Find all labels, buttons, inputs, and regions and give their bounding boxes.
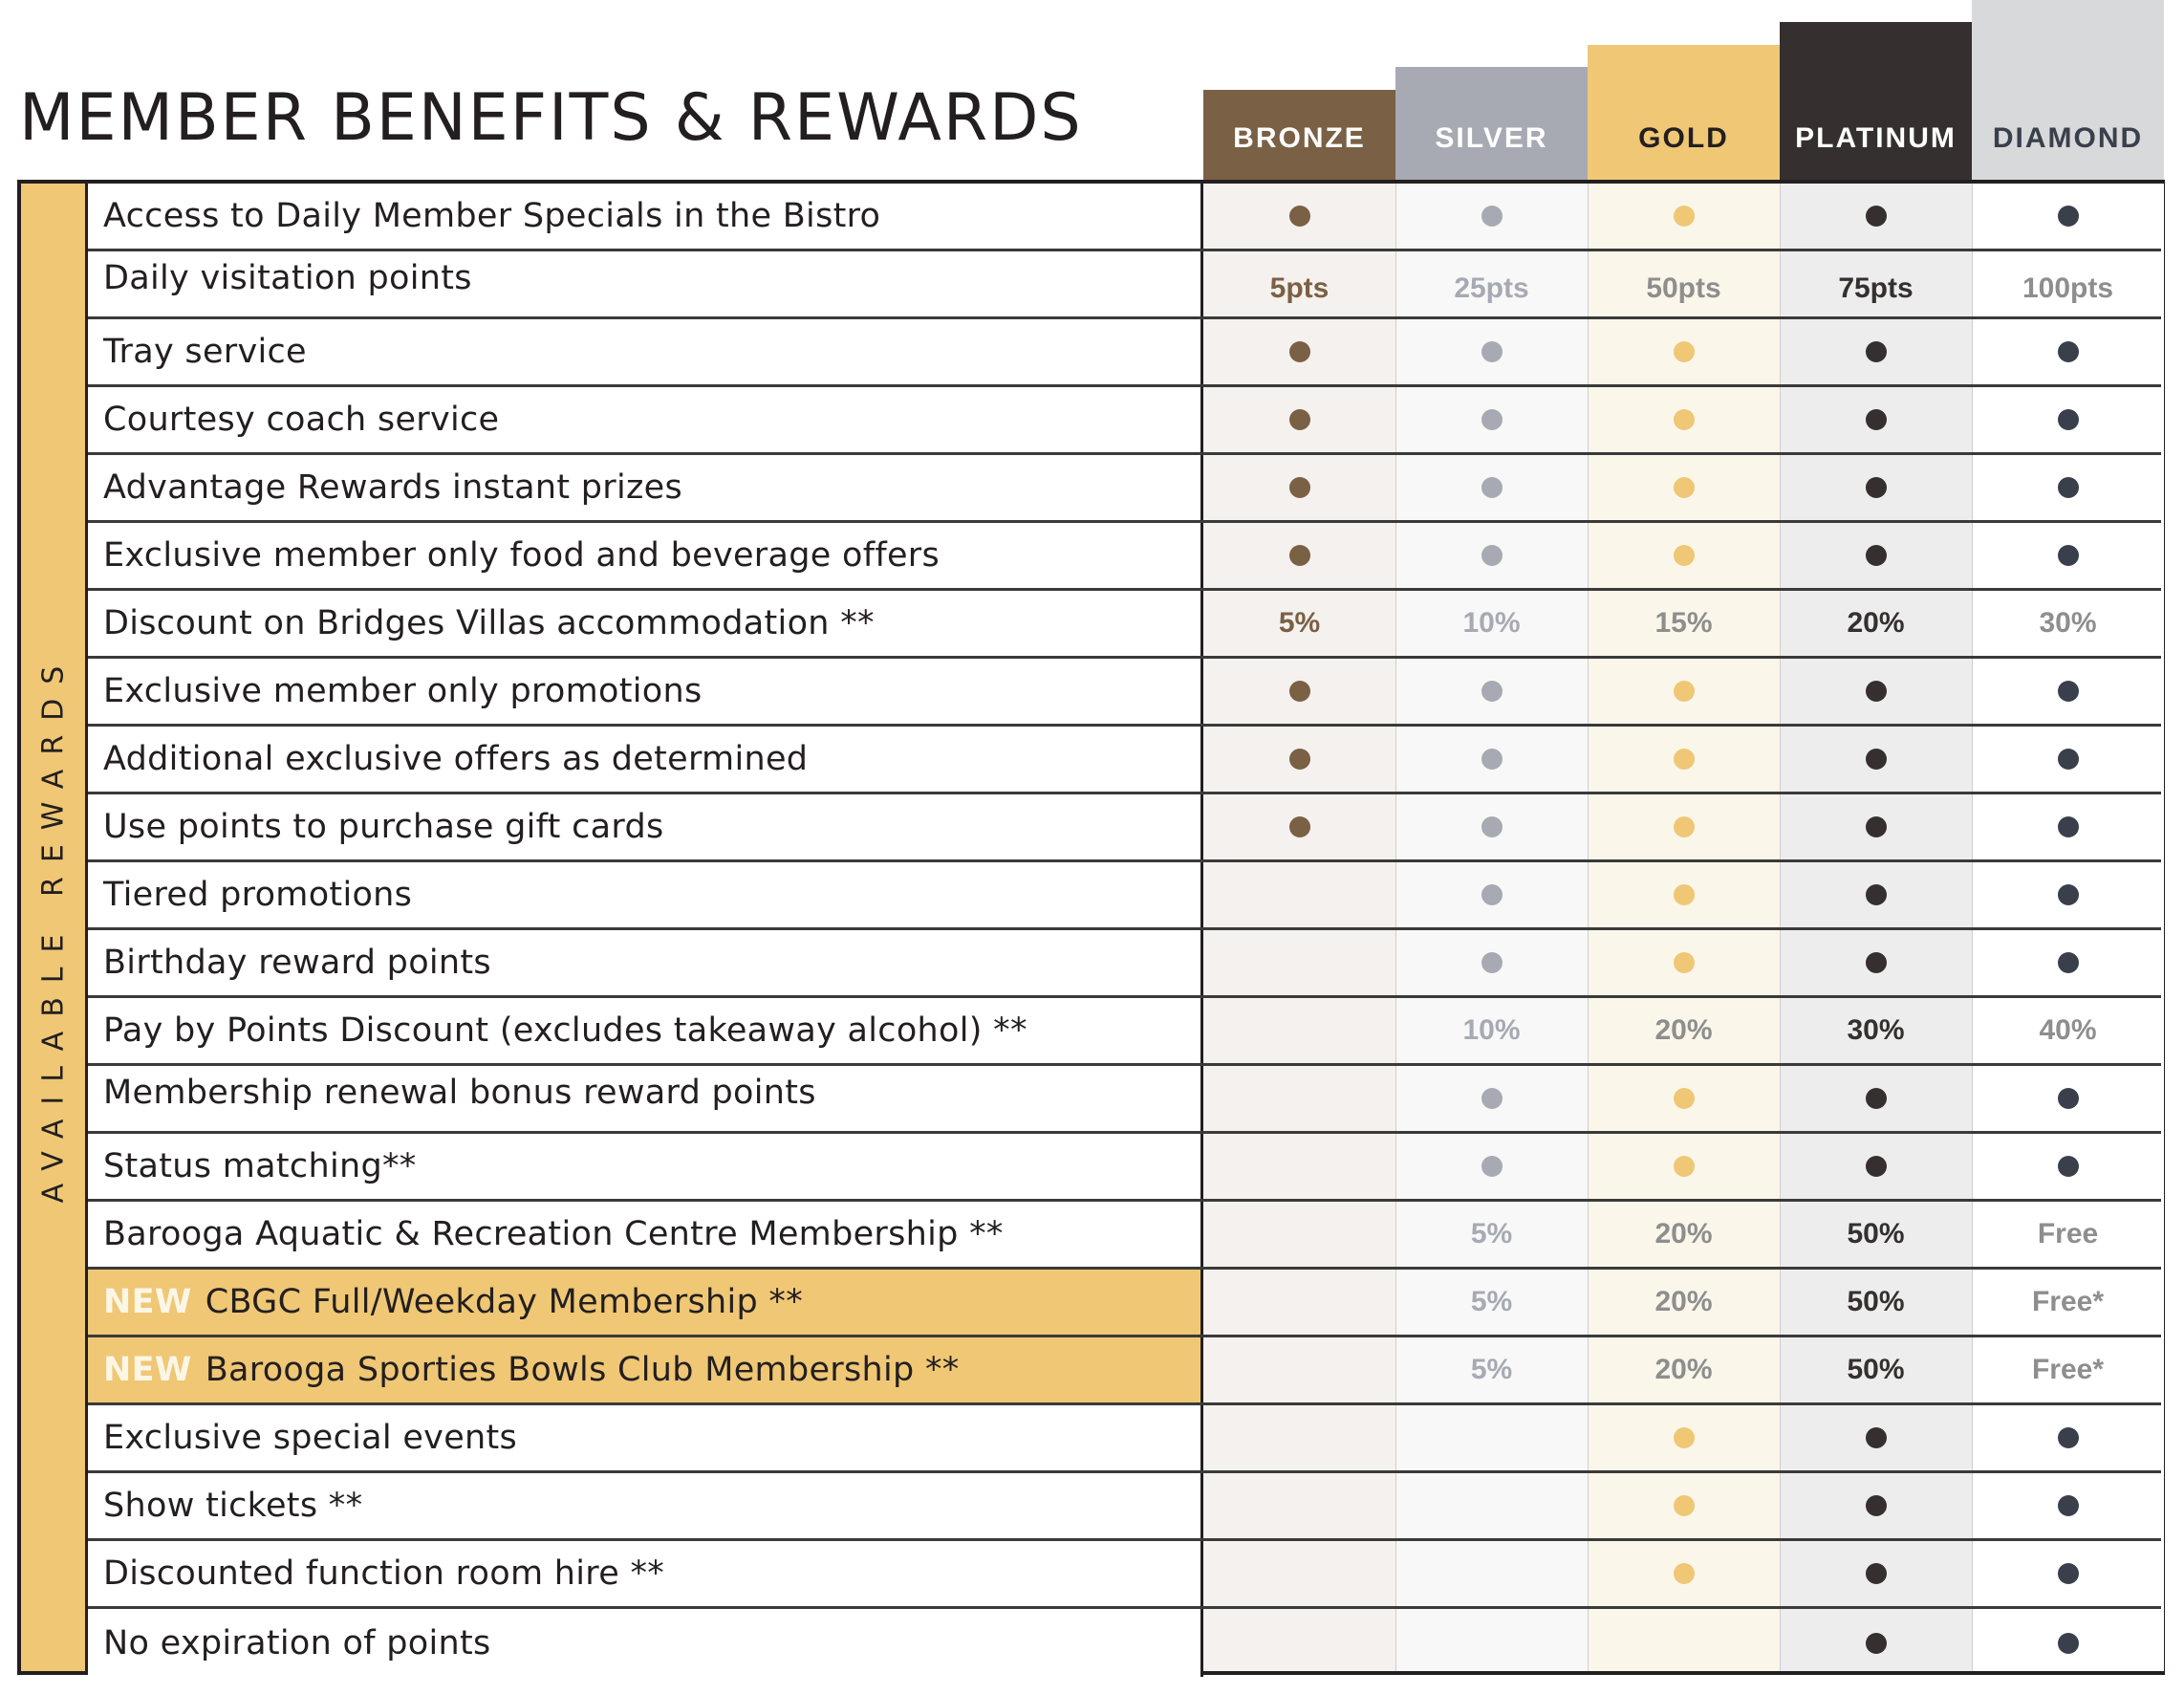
included-dot-icon: [1866, 341, 1887, 362]
tier-value-gold: [1588, 862, 1780, 927]
tier-value-bronze: [1203, 523, 1395, 588]
tier-value-silver: [1395, 1473, 1588, 1538]
included-dot-icon: [1674, 952, 1695, 973]
benefit-label: [88, 387, 1203, 452]
tier-value-diamond: [1972, 1337, 2164, 1402]
tier-value-diamond: [1972, 251, 2164, 316]
benefit-label: [88, 727, 1203, 792]
benefit-row: [88, 1202, 2161, 1270]
benefit-label-text: Birthday reward points: [103, 944, 491, 982]
benefit-label: [88, 1270, 1203, 1335]
tier-value-bronze: [1203, 659, 1395, 724]
tier-value-text: 25pts: [1454, 272, 1529, 304]
benefit-label: [88, 1202, 1203, 1267]
benefit-label: [88, 1405, 1203, 1470]
benefit-row: [88, 727, 2161, 794]
tier-value-gold: [1588, 251, 1780, 316]
tier-value-silver: [1395, 727, 1588, 792]
benefit-row: [88, 523, 2161, 591]
benefit-label: [88, 862, 1203, 927]
benefit-rows: [88, 184, 2161, 1677]
included-dot-icon: [2058, 477, 2079, 498]
tier-value-platinum: [1780, 319, 1972, 384]
tier-value-bronze: [1203, 1337, 1395, 1402]
included-dot-icon: [2058, 206, 2079, 227]
tier-value-gold: [1588, 1270, 1780, 1335]
tier-value-diamond: [1972, 862, 2164, 927]
included-dot-icon: [1866, 206, 1887, 227]
tier-value-diamond: [1972, 794, 2164, 859]
benefit-row: [88, 659, 2161, 727]
tier-value-bronze: [1203, 1609, 1395, 1677]
tier-value-bronze: [1203, 1541, 1395, 1606]
tier-value-gold: [1588, 319, 1780, 384]
benefit-row: [88, 1134, 2161, 1202]
tier-value-text: 20%: [1654, 1014, 1713, 1046]
tier-value-diamond: [1972, 184, 2164, 249]
tier-value-diamond: [1972, 591, 2164, 656]
tier-value-diamond: [1972, 1134, 2164, 1199]
included-dot-icon: [1289, 206, 1310, 227]
tier-value-diamond: [1972, 455, 2164, 520]
tier-value-silver: [1395, 319, 1588, 384]
included-dot-icon: [1481, 409, 1503, 430]
tier-name: DIAMOND: [1992, 122, 2144, 154]
included-dot-icon: [1866, 477, 1887, 498]
benefit-row: [88, 591, 2161, 659]
tier-value-text: 10%: [1462, 1014, 1521, 1046]
benefit-label-text: Use points to purchase gift cards: [103, 808, 664, 846]
benefit-label-text: Barooga Aquatic & Recreation Centre Membership **: [103, 1215, 1004, 1253]
tier-value-bronze: [1203, 1066, 1395, 1131]
included-dot-icon: [1866, 952, 1887, 973]
tier-value-text: 75pts: [1838, 272, 1914, 304]
tier-value-platinum: [1780, 1541, 1972, 1606]
tier-value-bronze: [1203, 1405, 1395, 1470]
included-dot-icon: [2058, 1088, 2079, 1109]
benefit-row: [88, 930, 2161, 998]
benefit-label-text: Show tickets **: [103, 1487, 363, 1525]
included-dot-icon: [2058, 749, 2079, 770]
tier-value-gold: [1588, 1609, 1780, 1677]
benefit-label-text: Tiered promotions: [103, 876, 413, 914]
tier-value-text: 20%: [1654, 1218, 1713, 1250]
benefit-label-text: Discount on Bridges Villas accommodation **: [103, 604, 875, 642]
benefit-label-text: Advantage Rewards instant prizes: [103, 468, 683, 507]
tier-value-bronze: [1203, 1202, 1395, 1267]
benefits-table: [17, 180, 2165, 1675]
benefit-label: [88, 659, 1203, 724]
tier-header-silver: [1395, 67, 1588, 182]
benefit-label: [88, 1337, 1203, 1402]
tier-value-text: 50%: [1847, 1218, 1905, 1250]
tier-value-text: Free*: [2031, 1354, 2105, 1385]
included-dot-icon: [1481, 884, 1503, 905]
included-dot-icon: [2058, 1156, 2079, 1177]
included-dot-icon: [1481, 1156, 1503, 1177]
benefit-label: [88, 455, 1203, 520]
tier-value-platinum: [1780, 1473, 1972, 1538]
tier-value-gold: [1588, 184, 1780, 249]
tier-value-platinum: [1780, 184, 1972, 249]
tier-value-platinum: [1780, 387, 1972, 452]
included-dot-icon: [1866, 1156, 1887, 1177]
benefit-row: [88, 998, 2161, 1066]
included-dot-icon: [1866, 1427, 1887, 1448]
tier-value-diamond: [1972, 1541, 2164, 1606]
included-dot-icon: [1674, 884, 1695, 905]
tier-value-diamond: [1972, 1473, 2164, 1538]
included-dot-icon: [1674, 1563, 1695, 1584]
tier-value-silver: [1395, 591, 1588, 656]
included-dot-icon: [1481, 341, 1503, 362]
included-dot-icon: [1674, 681, 1695, 702]
tier-value-text: Free: [2037, 1218, 2099, 1250]
included-dot-icon: [1866, 749, 1887, 770]
benefit-row: [88, 319, 2161, 387]
tier-value-platinum: [1780, 727, 1972, 792]
tier-value-silver: [1395, 1270, 1588, 1335]
included-dot-icon: [1866, 545, 1887, 566]
tier-value-bronze: [1203, 794, 1395, 859]
tier-value-gold: [1588, 659, 1780, 724]
tier-value-platinum: [1780, 1202, 1972, 1267]
tier-value-text: 30%: [1847, 1014, 1905, 1046]
included-dot-icon: [1866, 409, 1887, 430]
included-dot-icon: [2058, 409, 2079, 430]
included-dot-icon: [1481, 952, 1503, 973]
benefit-label: [88, 998, 1203, 1063]
tier-value-diamond: [1972, 523, 2164, 588]
tier-value-gold: [1588, 1134, 1780, 1199]
tier-header-gold: [1588, 45, 1780, 182]
tier-name: BRONZE: [1233, 122, 1366, 154]
tier-value-platinum: [1780, 455, 1972, 520]
benefit-row: [88, 1609, 2161, 1677]
tier-value-bronze: [1203, 455, 1395, 520]
benefit-row: [88, 455, 2161, 523]
included-dot-icon: [1289, 545, 1310, 566]
benefit-label-text: Discounted function room hire **: [103, 1554, 665, 1593]
included-dot-icon: [2058, 545, 2079, 566]
tier-value-gold: [1588, 794, 1780, 859]
tier-header-platinum: [1780, 22, 1972, 182]
new-badge: NEW: [103, 1351, 192, 1389]
included-dot-icon: [2058, 816, 2079, 837]
tier-value-silver: [1395, 1405, 1588, 1470]
tier-value-gold: [1588, 387, 1780, 452]
included-dot-icon: [2058, 681, 2079, 702]
included-dot-icon: [2058, 1427, 2079, 1448]
tier-value-text: 5pts: [1269, 272, 1330, 304]
included-dot-icon: [1674, 749, 1695, 770]
tier-value-silver: [1395, 523, 1588, 588]
benefit-row: [88, 1405, 2161, 1473]
included-dot-icon: [1289, 681, 1310, 702]
benefit-label-text: Exclusive member only promotions: [103, 672, 703, 710]
benefit-label-text: CBGC Full/Weekday Membership **: [205, 1283, 804, 1321]
included-dot-icon: [1674, 545, 1695, 566]
included-dot-icon: [2058, 884, 2079, 905]
tier-value-bronze: [1203, 930, 1395, 995]
tier-value-diamond: [1972, 387, 2164, 452]
tier-name: SILVER: [1435, 122, 1548, 154]
benefit-label-text: Additional exclusive offers as determined: [103, 740, 809, 778]
tier-value-bronze: [1203, 862, 1395, 927]
tier-value-platinum: [1780, 1270, 1972, 1335]
tier-value-silver: [1395, 1134, 1588, 1199]
tier-value-text: 20%: [1654, 1286, 1713, 1317]
tier-value-bronze: [1203, 591, 1395, 656]
tier-name: PLATINUM: [1795, 122, 1957, 154]
tier-value-silver: [1395, 1337, 1588, 1402]
benefit-row: [88, 387, 2161, 455]
included-dot-icon: [1674, 477, 1695, 498]
tier-value-gold: [1588, 455, 1780, 520]
tier-value-text: 50%: [1847, 1286, 1905, 1317]
included-dot-icon: [1866, 1495, 1887, 1516]
tier-value-silver: [1395, 862, 1588, 927]
benefit-label-text: Access to Daily Member Specials in the Bistro: [103, 197, 881, 235]
tier-value-platinum: [1780, 1134, 1972, 1199]
benefit-row: [88, 1473, 2161, 1541]
tier-value-text: 40%: [2039, 1014, 2097, 1046]
tier-value-gold: [1588, 1202, 1780, 1267]
benefit-label: [88, 319, 1203, 384]
included-dot-icon: [1289, 409, 1310, 430]
tier-value-platinum: [1780, 1609, 1972, 1677]
included-dot-icon: [1289, 749, 1310, 770]
benefit-row: [88, 184, 2161, 251]
tier-value-platinum: [1780, 591, 1972, 656]
tier-value-diamond: [1972, 659, 2164, 724]
included-dot-icon: [1674, 1427, 1695, 1448]
included-dot-icon: [1866, 1563, 1887, 1584]
included-dot-icon: [2058, 1563, 2079, 1584]
tier-value-bronze: [1203, 319, 1395, 384]
tier-value-gold: [1588, 1541, 1780, 1606]
tier-name: GOLD: [1638, 122, 1729, 154]
tier-value-gold: [1588, 523, 1780, 588]
benefit-label: [88, 591, 1203, 656]
included-dot-icon: [1481, 477, 1503, 498]
tier-value-silver: [1395, 1066, 1588, 1131]
tier-value-silver: [1395, 387, 1588, 452]
benefit-label: [88, 1473, 1203, 1538]
tier-value-gold: [1588, 930, 1780, 995]
tier-value-bronze: [1203, 998, 1395, 1063]
benefit-label: [88, 184, 1203, 249]
tier-value-text: 50%: [1847, 1354, 1905, 1385]
new-badge: NEW: [103, 1283, 192, 1321]
benefit-row: [88, 1270, 2161, 1337]
benefit-row: [88, 794, 2161, 862]
tier-value-gold: [1588, 1405, 1780, 1470]
tier-value-diamond: [1972, 319, 2164, 384]
benefit-label-text: Tray service: [103, 333, 307, 371]
tier-value-diamond: [1972, 1609, 2164, 1677]
benefit-label: [88, 1134, 1203, 1199]
tier-value-text: 100pts: [2022, 272, 2114, 304]
tier-value-silver: [1395, 251, 1588, 316]
tier-value-diamond: [1972, 930, 2164, 995]
tier-value-diamond: [1972, 1270, 2164, 1335]
included-dot-icon: [1289, 477, 1310, 498]
benefit-label: [88, 794, 1203, 859]
included-dot-icon: [1289, 816, 1310, 837]
benefit-label: [88, 1066, 1203, 1131]
benefit-row: [88, 251, 2161, 319]
included-dot-icon: [1674, 1088, 1695, 1109]
tier-value-text: 5%: [1470, 1218, 1513, 1250]
benefit-row: [88, 1066, 2161, 1134]
benefit-label-text: Barooga Sporties Bowls Club Membership **: [205, 1351, 960, 1389]
tier-value-gold: [1588, 1337, 1780, 1402]
tier-value-diamond: [1972, 1202, 2164, 1267]
tier-value-text: 20%: [1654, 1354, 1713, 1385]
tier-value-bronze: [1203, 387, 1395, 452]
included-dot-icon: [1674, 409, 1695, 430]
included-dot-icon: [1289, 341, 1310, 362]
benefit-label: [88, 1609, 1203, 1677]
included-dot-icon: [1674, 1495, 1695, 1516]
tier-value-gold: [1588, 998, 1780, 1063]
tier-value-platinum: [1780, 862, 1972, 927]
included-dot-icon: [1866, 884, 1887, 905]
tier-value-platinum: [1780, 251, 1972, 316]
tier-value-silver: [1395, 659, 1588, 724]
benefit-label-text: Membership renewal bonus reward points: [103, 1074, 816, 1112]
tier-value-bronze: [1203, 251, 1395, 316]
tier-header-bronze: [1203, 90, 1395, 182]
tier-value-silver: [1395, 455, 1588, 520]
tier-value-platinum: [1780, 523, 1972, 588]
tier-value-silver: [1395, 1609, 1588, 1677]
included-dot-icon: [1866, 681, 1887, 702]
tier-value-text: 10%: [1462, 607, 1521, 639]
included-dot-icon: [1481, 681, 1503, 702]
tier-value-bronze: [1203, 727, 1395, 792]
tier-value-text: 50pts: [1646, 272, 1721, 304]
tier-value-text: Free*: [2031, 1286, 2105, 1317]
benefit-row: [88, 1337, 2161, 1405]
tier-value-silver: [1395, 794, 1588, 859]
included-dot-icon: [1481, 749, 1503, 770]
included-dot-icon: [1674, 206, 1695, 227]
tier-value-text: 5%: [1278, 607, 1321, 639]
available-rewards-label: AVAILABLE REWARDS: [36, 651, 70, 1204]
tier-header-diamond: [1972, 0, 2164, 182]
benefit-label: [88, 930, 1203, 995]
benefit-label-text: Status matching**: [103, 1147, 417, 1185]
tier-value-platinum: [1780, 930, 1972, 995]
available-rewards-band: [21, 184, 88, 1671]
tier-value-text: 20%: [1847, 607, 1905, 639]
benefit-label: [88, 251, 1203, 316]
benefit-label-text: No expiration of points: [103, 1623, 491, 1662]
tier-value-diamond: [1972, 1066, 2164, 1131]
tier-value-bronze: [1203, 1270, 1395, 1335]
tier-value-text: 15%: [1654, 607, 1713, 639]
tier-value-gold: [1588, 727, 1780, 792]
tier-value-platinum: [1780, 794, 1972, 859]
tier-value-gold: [1588, 1066, 1780, 1131]
included-dot-icon: [1674, 1156, 1695, 1177]
included-dot-icon: [1674, 816, 1695, 837]
benefit-label: [88, 1541, 1203, 1606]
included-dot-icon: [1481, 1088, 1503, 1109]
benefit-label-text: Pay by Points Discount (excludes takeaway alcohol) **: [103, 1011, 1027, 1050]
tier-value-gold: [1588, 591, 1780, 656]
included-dot-icon: [1866, 1633, 1887, 1654]
included-dot-icon: [2058, 952, 2079, 973]
included-dot-icon: [1866, 1088, 1887, 1109]
tier-value-text: 5%: [1470, 1286, 1513, 1317]
included-dot-icon: [2058, 1495, 2079, 1516]
tier-value-silver: [1395, 1541, 1588, 1606]
tier-value-platinum: [1780, 1066, 1972, 1131]
included-dot-icon: [1481, 545, 1503, 566]
benefit-label: [88, 523, 1203, 588]
tier-value-platinum: [1780, 1337, 1972, 1402]
tier-value-diamond: [1972, 998, 2164, 1063]
benefit-label-text: Exclusive member only food and beverage offers: [103, 536, 941, 575]
included-dot-icon: [1674, 341, 1695, 362]
included-dot-icon: [1481, 816, 1503, 837]
benefit-row: [88, 1541, 2161, 1609]
included-dot-icon: [2058, 341, 2079, 362]
tier-value-platinum: [1780, 659, 1972, 724]
tier-value-bronze: [1203, 1473, 1395, 1538]
tier-value-bronze: [1203, 1134, 1395, 1199]
tier-value-gold: [1588, 1473, 1780, 1538]
tier-value-silver: [1395, 184, 1588, 249]
benefit-label-text: Courtesy coach service: [103, 401, 500, 439]
tier-value-silver: [1395, 930, 1588, 995]
included-dot-icon: [1481, 206, 1503, 227]
benefit-row: [88, 862, 2161, 930]
tier-value-diamond: [1972, 1405, 2164, 1470]
tier-value-bronze: [1203, 184, 1395, 249]
tier-value-platinum: [1780, 1405, 1972, 1470]
tier-value-diamond: [1972, 727, 2164, 792]
page-title: MEMBER BENEFITS & REWARDS: [19, 80, 1083, 156]
tier-value-platinum: [1780, 998, 1972, 1063]
included-dot-icon: [1866, 816, 1887, 837]
tier-value-text: 30%: [2039, 607, 2097, 639]
included-dot-icon: [2058, 1633, 2079, 1654]
tier-value-silver: [1395, 1202, 1588, 1267]
benefit-label-text: Exclusive special events: [103, 1419, 518, 1457]
benefit-label-text: Daily visitation points: [103, 259, 472, 297]
tier-value-silver: [1395, 998, 1588, 1063]
tier-value-text: 5%: [1470, 1354, 1513, 1385]
